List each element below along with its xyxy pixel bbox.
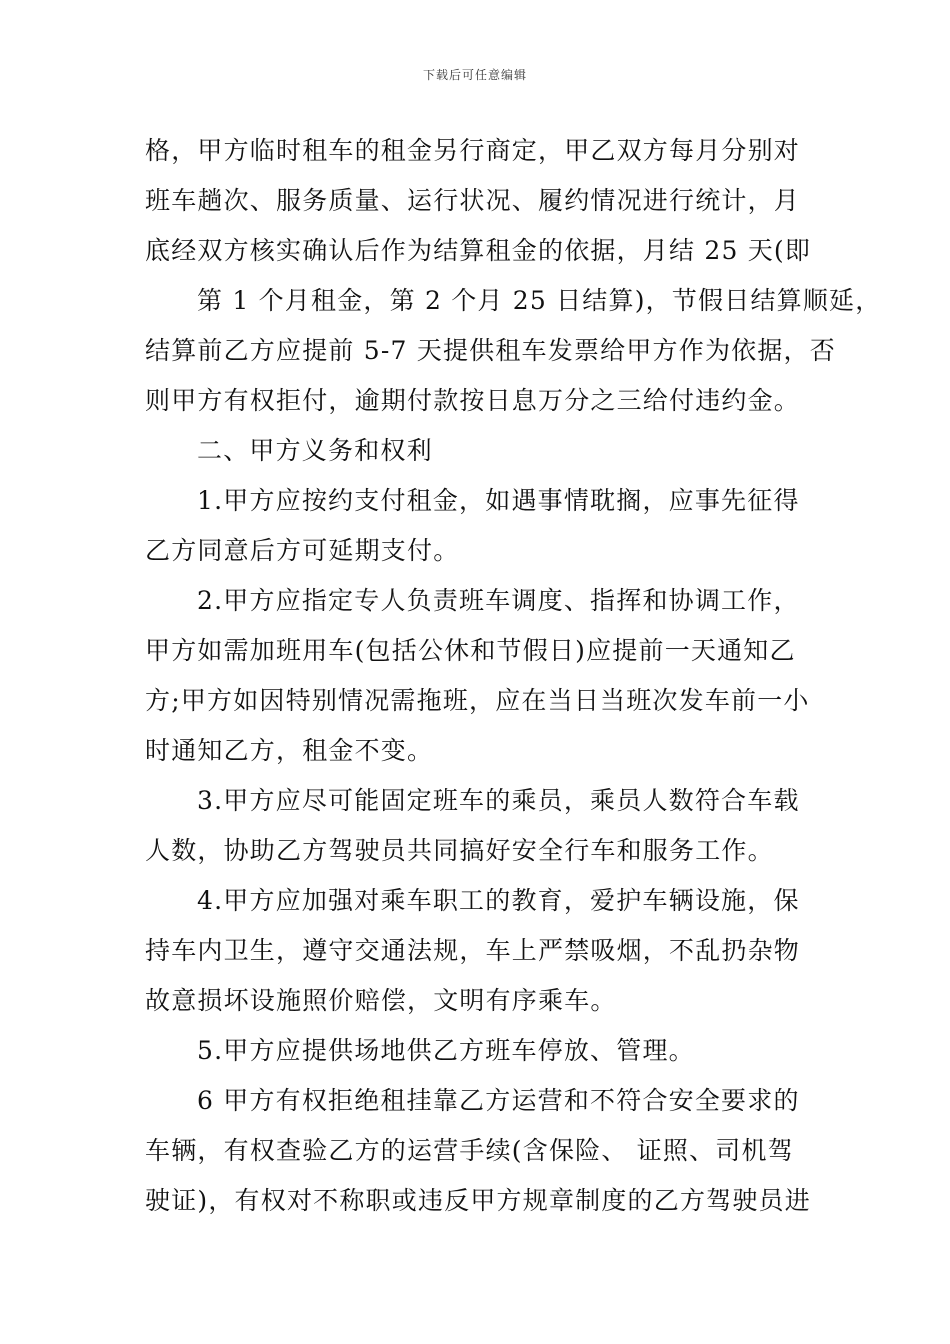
text-line: 车辆，有权查验乙方的运营手续(含保险、 证照、司机驾: [145, 1136, 794, 1165]
text-line: 2.甲方应指定专人负责班车调度、指挥和协调工作，: [197, 586, 800, 615]
text-line: 则甲方有权拒付，逾期付款按日息万分之三给付违约金。: [145, 386, 801, 415]
text-line: 4.甲方应加强对乘车职工的教育，爱护车辆设施，保: [197, 886, 800, 915]
text-line: 3.甲方应尽可能固定班车的乘员，乘员人数符合车载: [197, 786, 800, 815]
text-line: 班车趟次、服务质量、运行状况、履约情况进行统计，月: [145, 186, 801, 215]
text-line: 时通知乙方，租金不变。: [145, 736, 434, 765]
text-line: 结算前乙方应提前 5-7 天提供租车发票给甲方作为依据，否: [145, 336, 836, 365]
page-header-caption: 下载后可任意编辑: [422, 68, 527, 82]
text-line: 5.甲方应提供场地供乙方班车停放、管理。: [197, 1036, 695, 1065]
text-line: 甲方如需加班用车(包括公休和节假日)应提前一天通知乙: [145, 636, 796, 665]
document-body: [145, 126, 882, 1226]
text-line: 持车内卫生，遵守交通法规，车上严禁吸烟，不乱扔杂物: [145, 936, 801, 965]
text-line: 格，甲方临时租车的租金另行商定，甲乙双方每月分别对: [145, 136, 801, 165]
text-line: 二、甲方义务和权利: [197, 436, 433, 465]
text-line: 6 甲方有权拒绝租挂靠乙方运营和不符合安全要求的: [197, 1086, 800, 1115]
text-line: 故意损坏设施照价赔偿，文明有序乘车。: [145, 986, 617, 1015]
text-line: 底经双方核实确认后作为结算租金的依据，月结 25 天(即: [145, 236, 812, 265]
text-line: 方;甲方如因特别情况需拖班，应在当日当班次发车前一小: [145, 686, 810, 715]
text-line: 乙方同意后方可延期支付。: [145, 536, 460, 565]
text-line: 人数，协助乙方驾驶员共同搞好安全行车和服务工作。: [145, 836, 774, 865]
text-line: 驶证)，有权对不称职或违反甲方规章制度的乙方驾驶员进: [145, 1186, 811, 1215]
text-line: 第 1 个月租金，第 2 个月 25 日结算)，节假日结算顺延，: [197, 286, 882, 315]
text-line: 1.甲方应按约支付租金，如遇事情耽搁，应事先征得: [197, 486, 800, 515]
